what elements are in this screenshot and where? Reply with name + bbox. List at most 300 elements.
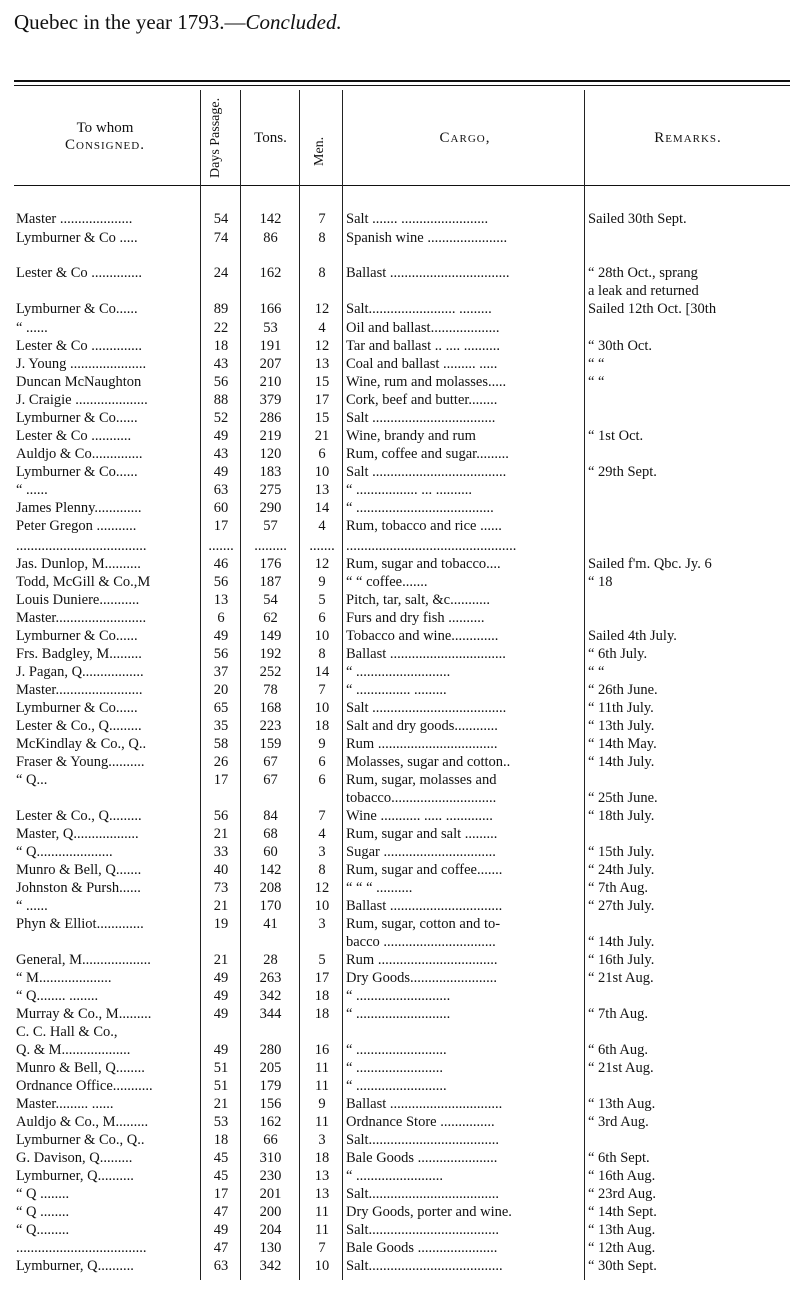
table-row [0, 555, 800, 573]
days-cell: 13 [213, 592, 229, 608]
table-row [0, 1131, 800, 1149]
header-tons: Tons. [254, 130, 287, 146]
men-cell: 6 [318, 446, 326, 462]
remarks-cell: a leak and returned [588, 283, 699, 299]
tons-cell: 290 [259, 500, 282, 516]
consignee-cell: .................................... [16, 538, 147, 554]
cargo-cell: Rum, sugar, cotton and to- [346, 916, 501, 932]
men-cell: 11 [315, 1078, 329, 1094]
remarks-cell: “ 23rd Aug. [588, 1186, 657, 1202]
cargo-cell: Ordnance Store ............... [346, 1114, 495, 1130]
men-cell: 11 [315, 1060, 329, 1076]
remarks-cell: “ 15th July. [588, 844, 655, 860]
table-row [0, 1203, 800, 1221]
men-cell: 5 [318, 952, 326, 968]
days-cell: 49 [213, 428, 229, 444]
remarks-cell: “ 24th July. [588, 862, 655, 878]
remarks-cell: “ 14th July. [588, 754, 655, 770]
consignee-cell: Q. & M................... [16, 1042, 131, 1058]
men-cell: 3 [318, 1132, 326, 1148]
men-cell: 10 [314, 464, 330, 480]
tons-cell: 208 [259, 880, 282, 896]
men-cell: 4 [318, 518, 326, 534]
days-cell: 52 [213, 410, 229, 426]
cargo-cell: Salt..................................... [346, 1258, 503, 1274]
men-cell: 7 [318, 808, 326, 824]
days-cell: 37 [213, 664, 229, 680]
cargo-cell: Tar and ballast .. .... .......... [346, 338, 501, 354]
table-row [0, 807, 800, 825]
consignee-cell: “ Q ........ [16, 1204, 70, 1220]
days-cell: 49 [213, 1006, 229, 1022]
cargo-cell: Ballast ............................... [346, 1096, 503, 1112]
cargo-cell: Salt.................................... [346, 1186, 500, 1202]
men-cell: 9 [318, 1096, 326, 1112]
tons-cell: 67 [263, 772, 278, 788]
table-row [0, 753, 800, 771]
consignee-cell: Lester & Co., Q......... [16, 808, 142, 824]
tons-cell: 28 [263, 952, 278, 968]
men-cell: 8 [318, 646, 326, 662]
remarks-cell: “ 16th July. [588, 952, 655, 968]
tons-cell: 168 [259, 700, 282, 716]
table-row [0, 1221, 800, 1239]
men-cell: 12 [314, 880, 330, 896]
table-row [0, 627, 800, 645]
tons-cell: 205 [259, 1060, 282, 1076]
remarks-cell: “ 6th July. [588, 646, 648, 662]
table-row [0, 337, 800, 355]
days-cell: 54 [213, 211, 229, 227]
table-row [0, 825, 800, 843]
tons-cell: 57 [263, 518, 278, 534]
days-cell: 17 [213, 518, 229, 534]
men-cell: 5 [318, 592, 326, 608]
days-cell: ....... [208, 538, 234, 554]
table-row [0, 987, 800, 1005]
remarks-cell: “ 12th Aug. [588, 1240, 656, 1256]
cargo-cell: Bale Goods ...................... [346, 1240, 498, 1256]
remarks-cell: “ 18 [588, 574, 613, 590]
table-row [0, 1239, 800, 1257]
table-row [0, 517, 800, 535]
days-cell: 45 [213, 1150, 229, 1166]
tons-cell: 53 [263, 320, 278, 336]
days-cell: 22 [213, 320, 229, 336]
days-cell: 26 [213, 754, 229, 770]
tons-cell: 130 [259, 1240, 282, 1256]
tons-cell: 230 [259, 1168, 282, 1184]
remarks-cell: “ 21st Aug. [588, 970, 654, 986]
cargo-cell: Wine, rum and molasses..... [346, 374, 507, 390]
table-row [0, 609, 800, 627]
top-rule-thin [14, 85, 790, 86]
days-cell: 49 [213, 464, 229, 480]
men-cell: 18 [314, 1150, 330, 1166]
men-cell: 3 [318, 844, 326, 860]
days-cell: 6 [217, 610, 225, 626]
consignee-cell: Phyn & Elliot............. [16, 916, 144, 932]
days-cell: 60 [213, 500, 229, 516]
men-cell: 11 [315, 1114, 329, 1130]
days-cell: 20 [213, 682, 229, 698]
remarks-cell: “ 11th July. [588, 700, 654, 716]
table-row [0, 699, 800, 717]
days-cell: 51 [213, 1078, 229, 1094]
days-cell: 56 [213, 374, 229, 390]
tons-cell: 54 [263, 592, 278, 608]
table-row [0, 319, 800, 337]
men-cell: 17 [314, 392, 330, 408]
remarks-cell: “ 25th June. [588, 790, 658, 806]
cargo-cell: Rum, sugar, molasses and [346, 772, 497, 788]
cargo-cell: Salt .................................. [346, 410, 496, 426]
days-cell: 47 [213, 1204, 229, 1220]
consignee-cell: “ Q ........ [16, 1186, 70, 1202]
cargo-cell: Wine ........... ..... ............. [346, 808, 493, 824]
days-cell: 17 [213, 1186, 229, 1202]
tons-cell: 200 [259, 1204, 282, 1220]
page-title-italic: Concluded. [245, 10, 342, 34]
remarks-cell: “ 6th Aug. [588, 1042, 649, 1058]
tons-cell: 142 [259, 862, 282, 878]
consignee-cell: Peter Gregon ........... [16, 518, 137, 534]
men-cell: 15 [314, 374, 330, 390]
consignee-cell: J. Pagan, Q................. [16, 664, 144, 680]
table-row [0, 499, 800, 517]
consignee-cell: Lester & Co .............. [16, 265, 143, 281]
consignee-cell: Lymburner & Co...... [16, 410, 138, 426]
table-row [0, 969, 800, 987]
consignee-cell: Master, Q.................. [16, 826, 139, 842]
days-cell: 65 [213, 700, 229, 716]
days-cell: 21 [213, 952, 229, 968]
header-men: Men. [312, 136, 327, 166]
consignee-cell: Lymburner & Co., Q.. [16, 1132, 145, 1148]
consignee-cell: Master......................... [16, 610, 147, 626]
cargo-cell: Salt ....... ........................ [346, 211, 489, 227]
consignee-cell: Lester & Co ........... [16, 428, 132, 444]
tons-cell: 191 [259, 338, 282, 354]
cargo-cell: Rum, tobacco and rice ...... [346, 518, 502, 534]
table-row [0, 843, 800, 861]
men-cell: 21 [314, 428, 330, 444]
remarks-cell: “ 1st Oct. [588, 428, 644, 444]
table-row [0, 481, 800, 499]
table-row [0, 409, 800, 427]
men-cell: 12 [314, 338, 330, 354]
table-row [0, 1185, 800, 1203]
cargo-cell: “ ............... ......... [346, 682, 447, 698]
tons-cell: 86 [263, 230, 278, 246]
tons-cell: 280 [259, 1042, 282, 1058]
cargo-cell: Sugar ............................... [346, 844, 496, 860]
table-row [0, 229, 800, 247]
men-cell: 13 [314, 1186, 330, 1202]
tons-cell: 162 [259, 1114, 282, 1130]
cargo-cell: Dry Goods, porter and wine. [346, 1204, 512, 1220]
table-row [0, 771, 800, 789]
tons-cell: 149 [259, 628, 282, 644]
consignee-cell: Master........................ [16, 682, 143, 698]
cargo-cell: Salt.................................... [346, 1132, 500, 1148]
consignee-cell: Lymburner & Co...... [16, 628, 138, 644]
cargo-cell: Salt........................ ......... [346, 301, 492, 317]
cargo-cell: Furs and dry fish .......... [346, 610, 485, 626]
table-row [0, 1095, 800, 1113]
tons-cell: 78 [263, 682, 278, 698]
men-cell: 15 [314, 410, 330, 426]
consignee-cell: .................................... [16, 1240, 147, 1256]
men-cell: 13 [314, 482, 330, 498]
days-cell: 35 [213, 718, 229, 734]
tons-cell: 207 [259, 356, 282, 372]
remarks-cell: “ 13th Aug. [588, 1222, 656, 1238]
tons-cell: 179 [259, 1078, 282, 1094]
consignee-cell: “ Q... [16, 772, 48, 788]
consignee-cell: “ Q........ ........ [16, 988, 99, 1004]
consignee-cell: “ Q..................... [16, 844, 113, 860]
consignee-cell: Lymburner & Co ..... [16, 230, 138, 246]
table-row [0, 1041, 800, 1059]
cargo-cell: “ “ “ .......... [346, 880, 413, 896]
consignee-cell: G. Davison, Q......... [16, 1150, 133, 1166]
header-days-passage: Days Passage. [208, 97, 223, 178]
men-cell: 18 [314, 1006, 330, 1022]
consignee-cell: Ordnance Office........... [16, 1078, 153, 1094]
cargo-cell: Pitch, tar, salt, &c........... [346, 592, 490, 608]
days-cell: 19 [213, 916, 229, 932]
cargo-cell: Rum, sugar and tobacco.... [346, 556, 501, 572]
tons-cell: 219 [259, 428, 282, 444]
page-title: Quebec in the year 1793.—Concluded. [14, 10, 342, 34]
tons-cell: 142 [259, 211, 282, 227]
remarks-cell: Sailed 12th Oct. [30th [588, 301, 717, 317]
tons-cell: 201 [259, 1186, 282, 1202]
header-consigned: To whom Consigned. [65, 120, 145, 153]
men-cell: 4 [318, 826, 326, 842]
consignee-cell: “ M.................... [16, 970, 112, 986]
days-cell: 21 [213, 826, 229, 842]
table-row [0, 663, 800, 681]
table-row [0, 861, 800, 879]
cargo-cell: Wine, brandy and rum [346, 428, 476, 444]
tons-cell: 84 [263, 808, 278, 824]
tons-cell: 187 [259, 574, 282, 590]
men-cell: 7 [318, 211, 326, 227]
days-cell: 18 [213, 338, 229, 354]
cargo-cell: Rum ................................. [346, 736, 498, 752]
table-row [0, 735, 800, 753]
table-row [0, 915, 800, 933]
days-cell: 47 [213, 1240, 229, 1256]
tons-cell: ......... [254, 538, 287, 554]
consignee-cell: Jas. Dunlop, M.......... [16, 556, 141, 572]
table-row [0, 1257, 800, 1275]
tons-cell: 183 [259, 464, 282, 480]
consignee-cell: Louis Duniere........... [16, 592, 140, 608]
top-rule [14, 80, 790, 82]
days-cell: 49 [213, 1042, 229, 1058]
table-row [0, 591, 800, 609]
days-cell: 73 [213, 880, 229, 896]
cargo-cell: Rum, sugar and salt ......... [346, 826, 498, 842]
men-cell: 8 [318, 862, 326, 878]
remarks-cell: “ 28th Oct., sprang [588, 265, 698, 281]
table-row [0, 1149, 800, 1167]
men-cell: 13 [314, 1168, 330, 1184]
table-row [0, 681, 800, 699]
consignee-cell: Murray & Co., M......... [16, 1006, 152, 1022]
consignee-cell: “ ...... [16, 898, 48, 914]
consignee-cell: “ ...... [16, 482, 48, 498]
table-row [0, 1059, 800, 1077]
tons-cell: 170 [259, 898, 282, 914]
table-row [0, 933, 800, 951]
days-cell: 33 [213, 844, 229, 860]
men-cell: 9 [318, 736, 326, 752]
remarks-cell: “ 14th May. [588, 736, 657, 752]
tons-cell: 263 [259, 970, 282, 986]
tons-cell: 176 [259, 556, 282, 572]
consignee-cell: James Plenny............. [16, 500, 142, 516]
header-bottom-rule [14, 185, 790, 186]
tons-cell: 60 [263, 844, 278, 860]
consignee-cell: “ Q......... [16, 1222, 70, 1238]
table-row [0, 282, 800, 300]
table-row [0, 789, 800, 807]
cargo-cell: “ ......................... [346, 1078, 447, 1094]
remarks-cell: “ 3rd Aug. [588, 1114, 649, 1130]
cargo-cell: ............................................... [346, 538, 517, 554]
days-cell: 45 [213, 1168, 229, 1184]
days-cell: 89 [213, 301, 229, 317]
tons-cell: 162 [259, 265, 282, 281]
consignee-cell: Munro & Bell, Q........ [16, 1060, 145, 1076]
men-cell: 16 [314, 1042, 330, 1058]
days-cell: 88 [213, 392, 229, 408]
days-cell: 43 [213, 446, 229, 462]
men-cell: 13 [314, 356, 330, 372]
remarks-cell: Sailed f'm. Qbc. Jy. 6 [588, 556, 712, 572]
remarks-cell: “ 6th Sept. [588, 1150, 650, 1166]
remarks-cell: Sailed 4th July. [588, 628, 677, 644]
table-row [0, 373, 800, 391]
consignee-cell: Master .................... [16, 211, 133, 227]
cargo-cell: “ ........................ [346, 1060, 444, 1076]
cargo-cell: bacco ............................... [346, 934, 496, 950]
consignee-cell: Lester & Co .............. [16, 338, 143, 354]
tons-cell: 41 [263, 916, 278, 932]
cargo-cell: “ .......................... [346, 1006, 451, 1022]
table-row [0, 897, 800, 915]
table-row [0, 1077, 800, 1095]
consignee-cell: J. Craigie .................... [16, 392, 148, 408]
table-row [0, 537, 800, 555]
table-row [0, 1023, 800, 1041]
remarks-cell: “ “ [588, 374, 605, 390]
cargo-cell: Salt.................................... [346, 1222, 500, 1238]
remarks-cell: “ 21st Aug. [588, 1060, 654, 1076]
table-row [0, 1113, 800, 1131]
days-cell: 74 [213, 230, 229, 246]
consignee-cell: Johnston & Pursh...... [16, 880, 141, 896]
tons-cell: 286 [259, 410, 282, 426]
cargo-cell: tobacco............................. [346, 790, 497, 806]
tons-cell: 204 [259, 1222, 282, 1238]
days-cell: 43 [213, 356, 229, 372]
men-cell: 6 [318, 610, 326, 626]
tons-cell: 275 [259, 482, 282, 498]
cargo-cell: Salt and dry goods............ [346, 718, 498, 734]
cargo-cell: Rum, coffee and sugar......... [346, 446, 509, 462]
cargo-cell: Oil and ballast................... [346, 320, 500, 336]
days-cell: 51 [213, 1060, 229, 1076]
men-cell: 18 [314, 718, 330, 734]
tons-cell: 166 [259, 301, 282, 317]
remarks-cell: “ 29th Sept. [588, 464, 657, 480]
remarks-cell: “ 16th Aug. [588, 1168, 656, 1184]
tons-cell: 379 [259, 392, 282, 408]
consignee-cell: Master......... ...... [16, 1096, 114, 1112]
days-cell: 17 [213, 772, 229, 788]
table-row [0, 717, 800, 735]
cargo-cell: “ .......................... [346, 988, 451, 1004]
tons-cell: 67 [263, 754, 278, 770]
consignee-cell: Fraser & Young.......... [16, 754, 145, 770]
remarks-cell: “ “ [588, 664, 605, 680]
men-cell: 18 [314, 988, 330, 1004]
remarks-cell: Sailed 30th Sept. [588, 211, 687, 227]
consignee-cell: J. Young ..................... [16, 356, 147, 372]
consignee-cell: Lymburner & Co...... [16, 301, 138, 317]
men-cell: 8 [318, 230, 326, 246]
cargo-cell: Ballast ................................ [346, 646, 506, 662]
days-cell: 56 [213, 574, 229, 590]
men-cell: 14 [314, 500, 330, 516]
cargo-cell: “ ......................... [346, 1042, 447, 1058]
consignee-cell: General, M................... [16, 952, 151, 968]
days-cell: 49 [213, 628, 229, 644]
days-cell: 49 [213, 970, 229, 986]
cargo-cell: Cork, beef and butter........ [346, 392, 498, 408]
table-row [0, 210, 800, 228]
remarks-cell: “ 30th Sept. [588, 1258, 657, 1274]
table-row [0, 264, 800, 282]
table-row [0, 879, 800, 897]
consignee-cell: Lymburner & Co...... [16, 700, 138, 716]
table-row [0, 1167, 800, 1185]
tons-cell: 210 [259, 374, 282, 390]
consignee-cell: Auldjo & Co., M......... [16, 1114, 149, 1130]
consignee-cell: Lymburner, Q.......... [16, 1258, 134, 1274]
men-cell: ....... [309, 538, 335, 554]
cargo-cell: Rum ................................. [346, 952, 498, 968]
men-cell: 3 [318, 916, 326, 932]
days-cell: 53 [213, 1114, 229, 1130]
tons-cell: 310 [259, 1150, 282, 1166]
men-cell: 12 [314, 301, 330, 317]
cargo-cell: Coal and ballast ......... ..... [346, 356, 498, 372]
cargo-cell: Salt ..................................... [346, 464, 507, 480]
men-cell: 17 [314, 970, 330, 986]
remarks-cell: “ 13th July. [588, 718, 655, 734]
consignee-cell: Munro & Bell, Q....... [16, 862, 142, 878]
men-cell: 10 [314, 1258, 330, 1274]
days-cell: 18 [213, 1132, 229, 1148]
cargo-cell: “ ........................ [346, 1168, 444, 1184]
tons-cell: 156 [259, 1096, 282, 1112]
